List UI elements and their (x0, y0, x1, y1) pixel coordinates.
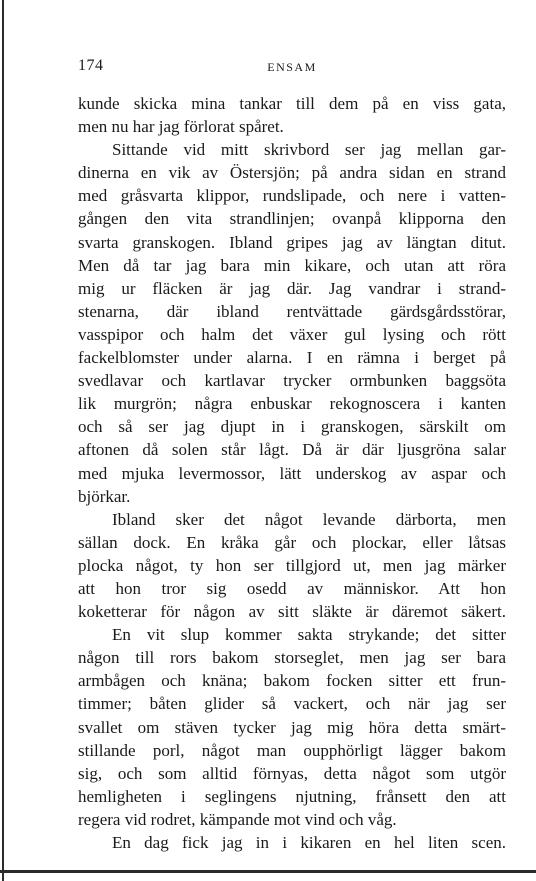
text-line: dinerna en vik av Östersjön; på andra sidan en strand (78, 163, 506, 183)
text-line: stenarna, där ibland rentvättade gärdsgårdsstörar, (78, 301, 506, 321)
text-line: att hon tror sig osedd av människor. Att hon (78, 578, 506, 598)
text-line: koketterar för någon av sitt släkte är däremot säkert. (78, 602, 506, 622)
text-line: vasspipor och halm det växer gul lysing och rött (78, 324, 506, 344)
text-line: En vit slup kommer sakta strykande; det sitter (112, 625, 506, 645)
text-line: med gråsvarta klippor, rundslipade, och nere i vatten- (78, 186, 506, 206)
text-line: kunde skicka mina tankar till dem på en viss gata, (78, 94, 506, 113)
text-line: regera vid rodret, kämpande mot vind och våg. (78, 809, 397, 829)
text-line: sällan dock. En kråka går och plockar, eller låtsas (78, 532, 506, 552)
text-line: plocka något, ty hon ser tillgjord ut, men jag märker (78, 555, 506, 575)
text-line: timmer; båten glider så vackert, och när jag ser (78, 694, 506, 714)
body-text (78, 92, 506, 854)
text-line: björkar. (78, 486, 131, 506)
text-line: mig ur fläcken är jag där. Jag vandrar i strand- (78, 278, 506, 298)
text-line: Men då tar jag bara min kikare, och utan att röra (78, 255, 506, 275)
page-edge-left (2, 0, 4, 881)
running-title: ENSAM (267, 60, 317, 74)
text-line: någon till rors bakom storseglet, men jag ser bara (78, 648, 506, 668)
page-header (78, 57, 506, 79)
text-line: svarta granskogen. Ibland gripes jag av längtan ditut. (78, 232, 506, 252)
page-edge-bottom (0, 870, 536, 873)
text-line: stillande porl, något man oupphörligt lägger bakom (78, 740, 506, 760)
text-line: men nu har jag förlorat spåret. (78, 117, 284, 137)
text-line: aftonen då solen står lågt. Då är där ljusgröna salar (78, 440, 506, 460)
text-line: svedlavar och kartlavar trycker ormbunken baggsöta (78, 371, 506, 391)
text-line: Sittande vid mitt skrivbord ser jag mellan gar- (112, 140, 506, 160)
text-line: med mjuka levermossor, lätt underskog av aspar och (78, 463, 506, 483)
text-line: En dag fick jag in i kikaren en hel liten scen. (112, 833, 506, 852)
text-line: armbågen och knäna; bakom focken sitter ett frun- (78, 671, 506, 691)
text-line: hemligheten i seglingens njutning, frånsett den att (78, 786, 506, 806)
text-line: sig, och som alltid förnyas, detta något som utgör (78, 763, 506, 783)
text-line: gången den vita strandlinjen; ovanpå klipporna den (78, 209, 506, 229)
text-line: fackelblomster under alarna. I en rämna i berget på (78, 348, 506, 368)
page-number: 174 (78, 57, 104, 74)
text-line: och så ser jag djupt in i granskogen, särskilt om (78, 417, 506, 437)
text-line: lik murgrön; några enbuskar rekognoscera i kanten (78, 394, 506, 414)
text-line: Ibland sker det något levande därborta, men (112, 509, 506, 529)
text-line: svallet om stäven tycker jag mig höra detta smärt- (78, 717, 506, 737)
